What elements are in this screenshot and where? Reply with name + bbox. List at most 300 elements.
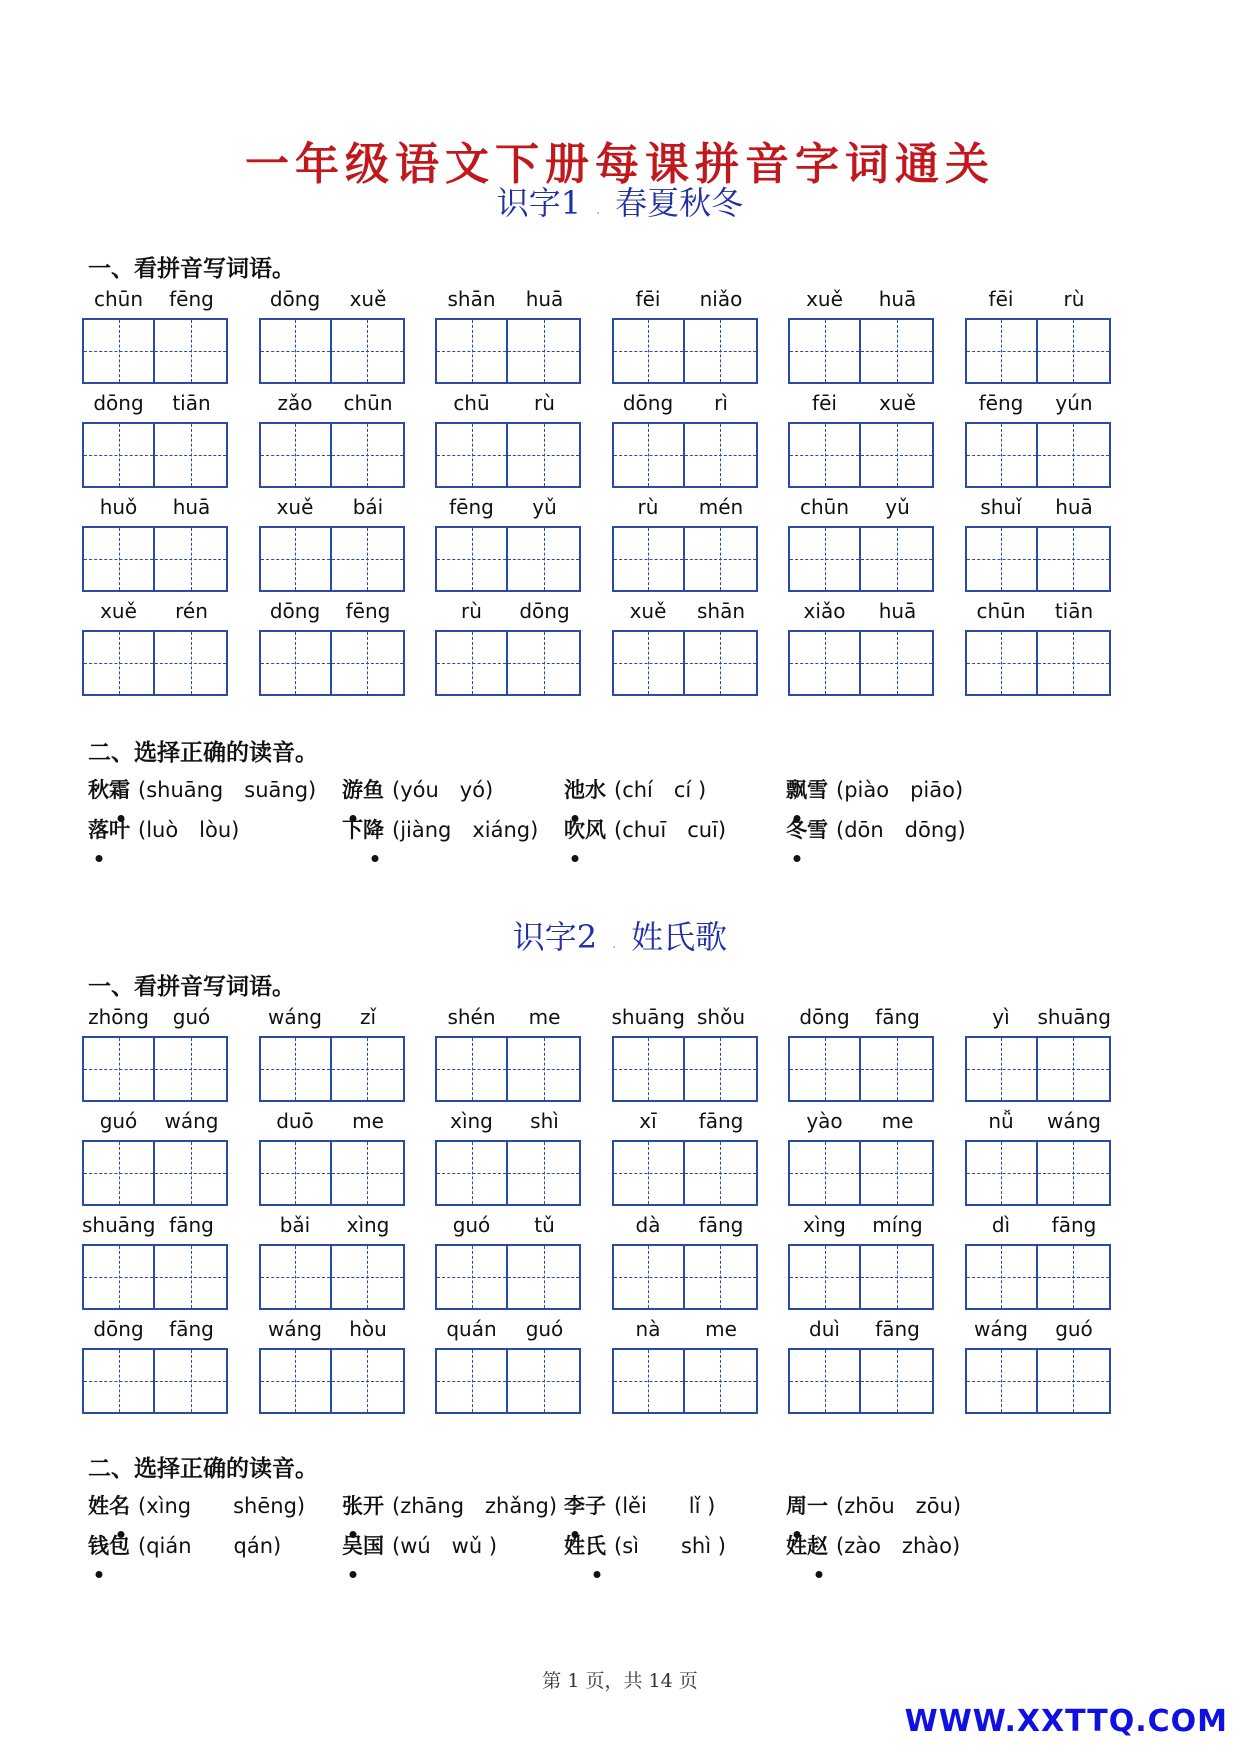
emphasis-dot-icon: [372, 855, 379, 862]
pinyin-syllable: hòu: [349, 1317, 387, 1341]
writing-box[interactable]: [259, 422, 405, 488]
tianzige-cell[interactable]: [861, 1038, 932, 1100]
writing-box[interactable]: [435, 1140, 581, 1206]
tianzige-cell[interactable]: [261, 1038, 332, 1100]
section-heading-write: 一、看拼音写词语。: [88, 256, 295, 282]
writing-box[interactable]: [965, 1140, 1111, 1206]
word-item: [259, 1106, 405, 1199]
choice-word: 飘雪: [786, 778, 828, 802]
tianzige-cell[interactable]: [861, 1142, 932, 1204]
tianzige-cell[interactable]: [790, 1350, 861, 1412]
writing-box[interactable]: [82, 1244, 228, 1310]
choice-options[interactable]: (xìng shēng): [138, 1494, 306, 1518]
word-item: [612, 492, 758, 585]
tianzige-cell[interactable]: [790, 1142, 861, 1204]
choice-item: [564, 772, 706, 812]
choice-word: 姓赵: [786, 1534, 828, 1558]
tianzige-cell[interactable]: [332, 1038, 403, 1100]
choice-options[interactable]: (zào zhào): [836, 1534, 961, 1558]
pinyin-syllable: fēng: [449, 495, 494, 519]
choice-options[interactable]: (jiàng xiáng): [392, 818, 539, 842]
tianzige-cell[interactable]: [437, 1142, 508, 1204]
writing-box[interactable]: [259, 1244, 405, 1310]
choice-item: [88, 1488, 305, 1528]
tianzige-cell[interactable]: [1038, 424, 1109, 486]
word-item: [435, 492, 581, 585]
tianzige-cell[interactable]: [437, 320, 508, 382]
choice-options[interactable]: (lěi lǐ ): [614, 1494, 716, 1518]
tianzige-cell[interactable]: [685, 528, 756, 590]
tianzige-cell[interactable]: [790, 1246, 861, 1308]
tianzige-cell[interactable]: [614, 632, 685, 694]
pinyin-syllable: wáng: [974, 1317, 1028, 1341]
tianzige-cell[interactable]: [84, 1142, 155, 1204]
grid-row: [82, 492, 1122, 585]
pinyin-syllable: fāng: [875, 1317, 920, 1341]
writing-box[interactable]: [82, 1140, 228, 1206]
grid-row: [82, 1210, 1122, 1303]
pinyin-syllable: dōng: [269, 599, 321, 623]
writing-box[interactable]: [259, 1140, 405, 1206]
word-item: [965, 388, 1111, 481]
pinyin-syllable: chūn: [976, 599, 1026, 623]
pinyin-syllable: fāng: [169, 1213, 214, 1237]
tianzige-cell[interactable]: [84, 1350, 155, 1412]
choice-word: 吴国: [342, 1534, 384, 1558]
pinyin-syllable: wáng: [268, 1005, 322, 1029]
tianzige-cell[interactable]: [967, 1038, 1038, 1100]
tianzige-cell[interactable]: [155, 320, 226, 382]
writing-box[interactable]: [435, 318, 581, 384]
writing-box[interactable]: [612, 630, 758, 696]
tianzige-cell[interactable]: [685, 1246, 756, 1308]
tianzige-cell[interactable]: [261, 424, 332, 486]
word-item: [965, 492, 1111, 585]
choice-word: 游鱼: [342, 778, 384, 802]
tianzige-cell[interactable]: [155, 1246, 226, 1308]
writing-box[interactable]: [82, 318, 228, 384]
watermark: WWW.XXTTQ.COM: [904, 1704, 1228, 1739]
tianzige-cell[interactable]: [1038, 1038, 1109, 1100]
word-item: [788, 388, 934, 481]
writing-box[interactable]: [965, 1348, 1111, 1414]
pinyin-syllable: me: [705, 1317, 737, 1341]
word-item: [612, 1210, 758, 1303]
pinyin-syllable: dōng: [93, 1317, 144, 1341]
choice-word: 周一: [786, 1494, 828, 1518]
pinyin-syllable: fāng: [169, 1317, 214, 1341]
tianzige-cell[interactable]: [332, 1246, 403, 1308]
tianzige-cell[interactable]: [1038, 528, 1109, 590]
pinyin-syllable: me: [352, 1109, 384, 1133]
writing-box[interactable]: [788, 318, 934, 384]
tianzige-cell[interactable]: [614, 1246, 685, 1308]
word-item: [788, 1106, 934, 1199]
tianzige-cell[interactable]: [437, 1038, 508, 1100]
tianzige-cell[interactable]: [614, 1350, 685, 1412]
emphasis-dot-icon: [572, 855, 579, 862]
tianzige-cell[interactable]: [614, 528, 685, 590]
tianzige-cell[interactable]: [790, 320, 861, 382]
word-item: [259, 284, 405, 377]
choice-word: 姓氏: [564, 1534, 606, 1558]
writing-box[interactable]: [612, 318, 758, 384]
word-item: [965, 284, 1111, 377]
pinyin-syllable: shuǐ: [980, 495, 1022, 519]
emphasis-dot-icon: [794, 855, 801, 862]
tianzige-cell[interactable]: [861, 1246, 932, 1308]
choice-options[interactable]: (zhōu zōu): [836, 1494, 962, 1518]
word-item: [788, 1210, 934, 1303]
tianzige-cell[interactable]: [614, 424, 685, 486]
emphasis-dot-icon: [594, 1571, 601, 1578]
tianzige-cell[interactable]: [685, 1142, 756, 1204]
word-item: [788, 1314, 934, 1407]
tianzige-cell[interactable]: [967, 424, 1038, 486]
word-item: [788, 596, 934, 689]
writing-box[interactable]: [612, 1348, 758, 1414]
tianzige-cell[interactable]: [967, 528, 1038, 590]
pinyin-syllable: nà: [635, 1317, 661, 1341]
writing-box[interactable]: [612, 422, 758, 488]
pinyin-syllable: dì: [991, 1213, 1011, 1237]
word-item: [788, 492, 934, 585]
pinyin-syllable: rù: [1063, 287, 1085, 311]
pinyin-syllable: yǔ: [532, 495, 557, 519]
choice-word: 姓名: [88, 1494, 130, 1518]
tianzige-cell[interactable]: [508, 528, 579, 590]
writing-box[interactable]: [965, 1036, 1111, 1102]
choice-options[interactable]: (chuī cuī): [614, 818, 727, 842]
writing-box[interactable]: [965, 1244, 1111, 1310]
pinyin-syllable: huā: [172, 495, 211, 519]
pinyin-syllable: míng: [872, 1213, 923, 1237]
writing-box[interactable]: [259, 630, 405, 696]
emphasis-dot-icon: [96, 1571, 103, 1578]
tianzige-cell[interactable]: [84, 424, 155, 486]
word-item: [965, 1314, 1111, 1407]
tianzige-cell[interactable]: [84, 1038, 155, 1100]
pinyin-syllable: quán: [446, 1317, 497, 1341]
pinyin-syllable: mén: [698, 495, 744, 519]
word-item: [435, 1002, 581, 1095]
grid-row: [82, 596, 1122, 689]
choice-word: 冬雪: [786, 818, 828, 842]
tianzige-cell[interactable]: [84, 632, 155, 694]
writing-box[interactable]: [788, 526, 934, 592]
writing-box[interactable]: [612, 1140, 758, 1206]
tianzige-cell[interactable]: [437, 1246, 508, 1308]
choice-options[interactable]: (dōn dōng): [836, 818, 966, 842]
word-item: [259, 1210, 405, 1303]
tianzige-cell[interactable]: [332, 320, 403, 382]
word-item: [259, 492, 405, 585]
pinyin-syllable: zhōng: [88, 1005, 149, 1029]
pinyin-syllable: zǐ: [359, 1005, 377, 1029]
pinyin-syllable: bái: [352, 495, 384, 519]
pinyin-syllable: huā: [878, 599, 917, 623]
lesson-number: 识字1: [496, 184, 582, 222]
pinyin-syllable: guó: [99, 1109, 138, 1133]
pinyin-syllable: dōng: [622, 391, 674, 415]
writing-box[interactable]: [259, 1036, 405, 1102]
word-item: [82, 1210, 228, 1303]
tianzige-cell[interactable]: [508, 1142, 579, 1204]
pinyin-syllable: xìng: [450, 1109, 493, 1133]
choice-word: 张开: [342, 1494, 384, 1518]
tianzige-cell[interactable]: [614, 1038, 685, 1100]
tianzige-cell[interactable]: [967, 1246, 1038, 1308]
choice-item: [342, 1488, 557, 1528]
tianzige-cell[interactable]: [508, 320, 579, 382]
tianzige-cell[interactable]: [155, 528, 226, 590]
pinyin-syllable: shuāng: [82, 1213, 156, 1237]
writing-box[interactable]: [788, 1140, 934, 1206]
tianzige-cell[interactable]: [861, 632, 932, 694]
writing-box[interactable]: [259, 526, 405, 592]
tianzige-cell[interactable]: [155, 632, 226, 694]
choice-item: [342, 772, 493, 812]
writing-box[interactable]: [82, 1036, 228, 1102]
tianzige-cell[interactable]: [437, 528, 508, 590]
tianzige-cell[interactable]: [508, 1038, 579, 1100]
lesson-name: 姓氏歌: [631, 918, 728, 956]
emphasis-dot-icon: [816, 1571, 823, 1578]
pinyin-syllable: shuāng: [611, 1005, 685, 1029]
writing-box[interactable]: [612, 1036, 758, 1102]
pinyin-syllable: fēng: [169, 287, 214, 311]
choice-item: [342, 812, 538, 852]
tianzige-cell[interactable]: [508, 1350, 579, 1412]
tianzige-cell[interactable]: [685, 632, 756, 694]
page-footer: 第 1 页，共 14 页: [542, 1670, 698, 1692]
page-title: 一年级语文下册每课拼音字词通关: [245, 139, 995, 190]
choice-row: [88, 812, 1168, 852]
tianzige-cell[interactable]: [790, 528, 861, 590]
tianzige-cell[interactable]: [155, 424, 226, 486]
writing-box[interactable]: [259, 318, 405, 384]
pinyin-syllable: rù: [534, 391, 555, 415]
pinyin-syllable: dōng: [269, 287, 321, 311]
pinyin-syllable: bǎi: [279, 1213, 311, 1237]
tianzige-cell[interactable]: [155, 1038, 226, 1100]
word-item: [435, 1210, 581, 1303]
tianzige-cell[interactable]: [261, 632, 332, 694]
writing-box[interactable]: [965, 318, 1111, 384]
choice-word: 秋霜: [88, 778, 130, 802]
word-item: [259, 1314, 405, 1407]
choice-options[interactable]: (zhāng zhǎng): [392, 1494, 558, 1518]
choice-options[interactable]: (chí cí ): [614, 778, 707, 802]
tianzige-cell[interactable]: [332, 632, 403, 694]
pinyin-syllable: wáng: [164, 1109, 219, 1133]
writing-box[interactable]: [435, 422, 581, 488]
choice-item: [786, 812, 966, 852]
tianzige-cell[interactable]: [332, 1142, 403, 1204]
writing-box[interactable]: [82, 630, 228, 696]
writing-box[interactable]: [435, 630, 581, 696]
pinyin-syllable: shì: [530, 1109, 559, 1133]
tianzige-cell[interactable]: [685, 320, 756, 382]
lesson-title: 识字1 . 春夏秋冬: [496, 184, 744, 222]
word-item: [82, 284, 228, 377]
pinyin-syllable: duì: [809, 1317, 840, 1341]
tianzige-cell[interactable]: [685, 1038, 756, 1100]
pinyin-syllable: shuāng: [1037, 1005, 1111, 1029]
tianzige-cell[interactable]: [261, 528, 332, 590]
pinyin-syllable: guó: [525, 1317, 564, 1341]
word-item: [259, 596, 405, 689]
tianzige-cell[interactable]: [861, 320, 932, 382]
tianzige-cell[interactable]: [967, 320, 1038, 382]
tianzige-cell[interactable]: [332, 528, 403, 590]
choice-word: 落叶: [88, 818, 130, 842]
choice-row: [88, 1528, 1168, 1568]
writing-box[interactable]: [965, 630, 1111, 696]
tianzige-cell[interactable]: [967, 1350, 1038, 1412]
pinyin-syllable: guó: [172, 1005, 211, 1029]
lesson-number: 识字2: [512, 918, 598, 956]
word-item: [82, 596, 228, 689]
tianzige-cell[interactable]: [790, 424, 861, 486]
tianzige-cell[interactable]: [614, 1142, 685, 1204]
tianzige-cell[interactable]: [790, 1038, 861, 1100]
tianzige-cell[interactable]: [614, 320, 685, 382]
writing-box[interactable]: [965, 526, 1111, 592]
pinyin-syllable: xuě: [629, 599, 667, 623]
writing-box[interactable]: [435, 526, 581, 592]
writing-box[interactable]: [435, 1036, 581, 1102]
writing-box[interactable]: [788, 1244, 934, 1310]
section-heading-choose: 二、选择正确的读音。: [88, 740, 318, 766]
writing-box[interactable]: [965, 422, 1111, 488]
writing-box[interactable]: [82, 422, 228, 488]
pinyin-syllable: rù: [637, 495, 659, 519]
pinyin-syllable: fēi: [812, 391, 837, 415]
tianzige-cell[interactable]: [1038, 1350, 1109, 1412]
tianzige-cell[interactable]: [1038, 632, 1109, 694]
tianzige-cell[interactable]: [1038, 1142, 1109, 1204]
tianzige-cell[interactable]: [861, 424, 932, 486]
writing-box[interactable]: [788, 630, 934, 696]
pinyin-syllable: yì: [992, 1005, 1010, 1029]
tianzige-cell[interactable]: [685, 424, 756, 486]
writing-box[interactable]: [612, 526, 758, 592]
writing-box[interactable]: [612, 1244, 758, 1310]
choice-options[interactable]: (sì shì ): [614, 1534, 726, 1558]
pinyin-syllable: huā: [1055, 495, 1093, 519]
grid-row: [82, 388, 1122, 481]
pinyin-syllable: fāng: [1051, 1213, 1097, 1237]
writing-box[interactable]: [435, 1348, 581, 1414]
choice-options[interactable]: (wú wǔ ): [392, 1534, 498, 1558]
pinyin-syllable: fēng: [978, 391, 1024, 415]
choice-options[interactable]: (luò lòu): [138, 818, 240, 842]
pinyin-syllable: dōng: [93, 391, 144, 415]
tianzige-cell[interactable]: [967, 632, 1038, 694]
word-item: [82, 1314, 228, 1407]
pinyin-syllable: nǚ: [988, 1109, 1014, 1133]
word-item: [259, 388, 405, 481]
tianzige-cell[interactable]: [332, 1350, 403, 1412]
tianzige-cell[interactable]: [1038, 1246, 1109, 1308]
choice-options[interactable]: (shuāng suāng): [138, 778, 317, 802]
tianzige-cell[interactable]: [508, 424, 579, 486]
pinyin-syllable: fēi: [988, 287, 1014, 311]
word-item: [435, 1106, 581, 1199]
writing-box[interactable]: [259, 1348, 405, 1414]
tianzige-cell[interactable]: [437, 424, 508, 486]
pinyin-syllable: huā: [878, 287, 917, 311]
tianzige-cell[interactable]: [261, 1350, 332, 1412]
word-item: [612, 284, 758, 377]
choice-item: [786, 772, 963, 812]
tianzige-cell[interactable]: [861, 528, 932, 590]
pinyin-syllable: duō: [276, 1109, 314, 1133]
writing-box[interactable]: [788, 1036, 934, 1102]
tianzige-cell[interactable]: [261, 320, 332, 382]
word-item: [612, 1314, 758, 1407]
writing-box[interactable]: [788, 1348, 934, 1414]
writing-box[interactable]: [82, 526, 228, 592]
pinyin-syllable: xuě: [879, 391, 916, 415]
tianzige-cell[interactable]: [861, 1350, 932, 1412]
tianzige-cell[interactable]: [155, 1350, 226, 1412]
grid-row: [82, 1314, 1122, 1407]
tianzige-cell[interactable]: [84, 1246, 155, 1308]
tianzige-cell[interactable]: [508, 1246, 579, 1308]
tianzige-cell[interactable]: [967, 1142, 1038, 1204]
tianzige-cell[interactable]: [332, 424, 403, 486]
tianzige-cell[interactable]: [84, 320, 155, 382]
pinyin-syllable: huǒ: [99, 495, 138, 519]
word-item: [435, 284, 581, 377]
pinyin-syllable: tiān: [1054, 599, 1094, 623]
writing-box[interactable]: [82, 1348, 228, 1414]
pinyin-syllable: shén: [447, 1005, 496, 1029]
tianzige-cell[interactable]: [155, 1142, 226, 1204]
pinyin-syllable: xuě: [276, 495, 314, 519]
writing-box[interactable]: [788, 422, 934, 488]
choice-row: [88, 1488, 1168, 1528]
choice-options[interactable]: (qián qán): [138, 1534, 282, 1558]
tianzige-cell[interactable]: [685, 1350, 756, 1412]
word-item: [435, 596, 581, 689]
writing-box[interactable]: [435, 1244, 581, 1310]
pinyin-syllable: me: [881, 1109, 914, 1133]
tianzige-cell[interactable]: [508, 632, 579, 694]
pinyin-syllable: yǔ: [885, 495, 910, 519]
emphasis-dot-icon: [96, 855, 103, 862]
tianzige-cell[interactable]: [261, 1142, 332, 1204]
choice-options[interactable]: (piào piāo): [836, 778, 964, 802]
tianzige-cell[interactable]: [261, 1246, 332, 1308]
pinyin-syllable: xuě: [349, 287, 387, 311]
emphasis-dot-icon: [350, 1571, 357, 1578]
tianzige-cell[interactable]: [84, 528, 155, 590]
word-item: [788, 284, 934, 377]
lesson-title: 识字2 . 姓氏歌: [512, 918, 728, 956]
word-item: [612, 388, 758, 481]
choice-options[interactable]: (yóu yó): [392, 778, 494, 802]
tianzige-cell[interactable]: [790, 632, 861, 694]
pinyin-syllable: guó: [452, 1213, 491, 1237]
pinyin-syllable: dōng: [799, 1005, 850, 1029]
tianzige-cell[interactable]: [437, 1350, 508, 1412]
pinyin-syllable: fēng: [345, 599, 391, 623]
tianzige-cell[interactable]: [437, 632, 508, 694]
tianzige-cell[interactable]: [1038, 320, 1109, 382]
